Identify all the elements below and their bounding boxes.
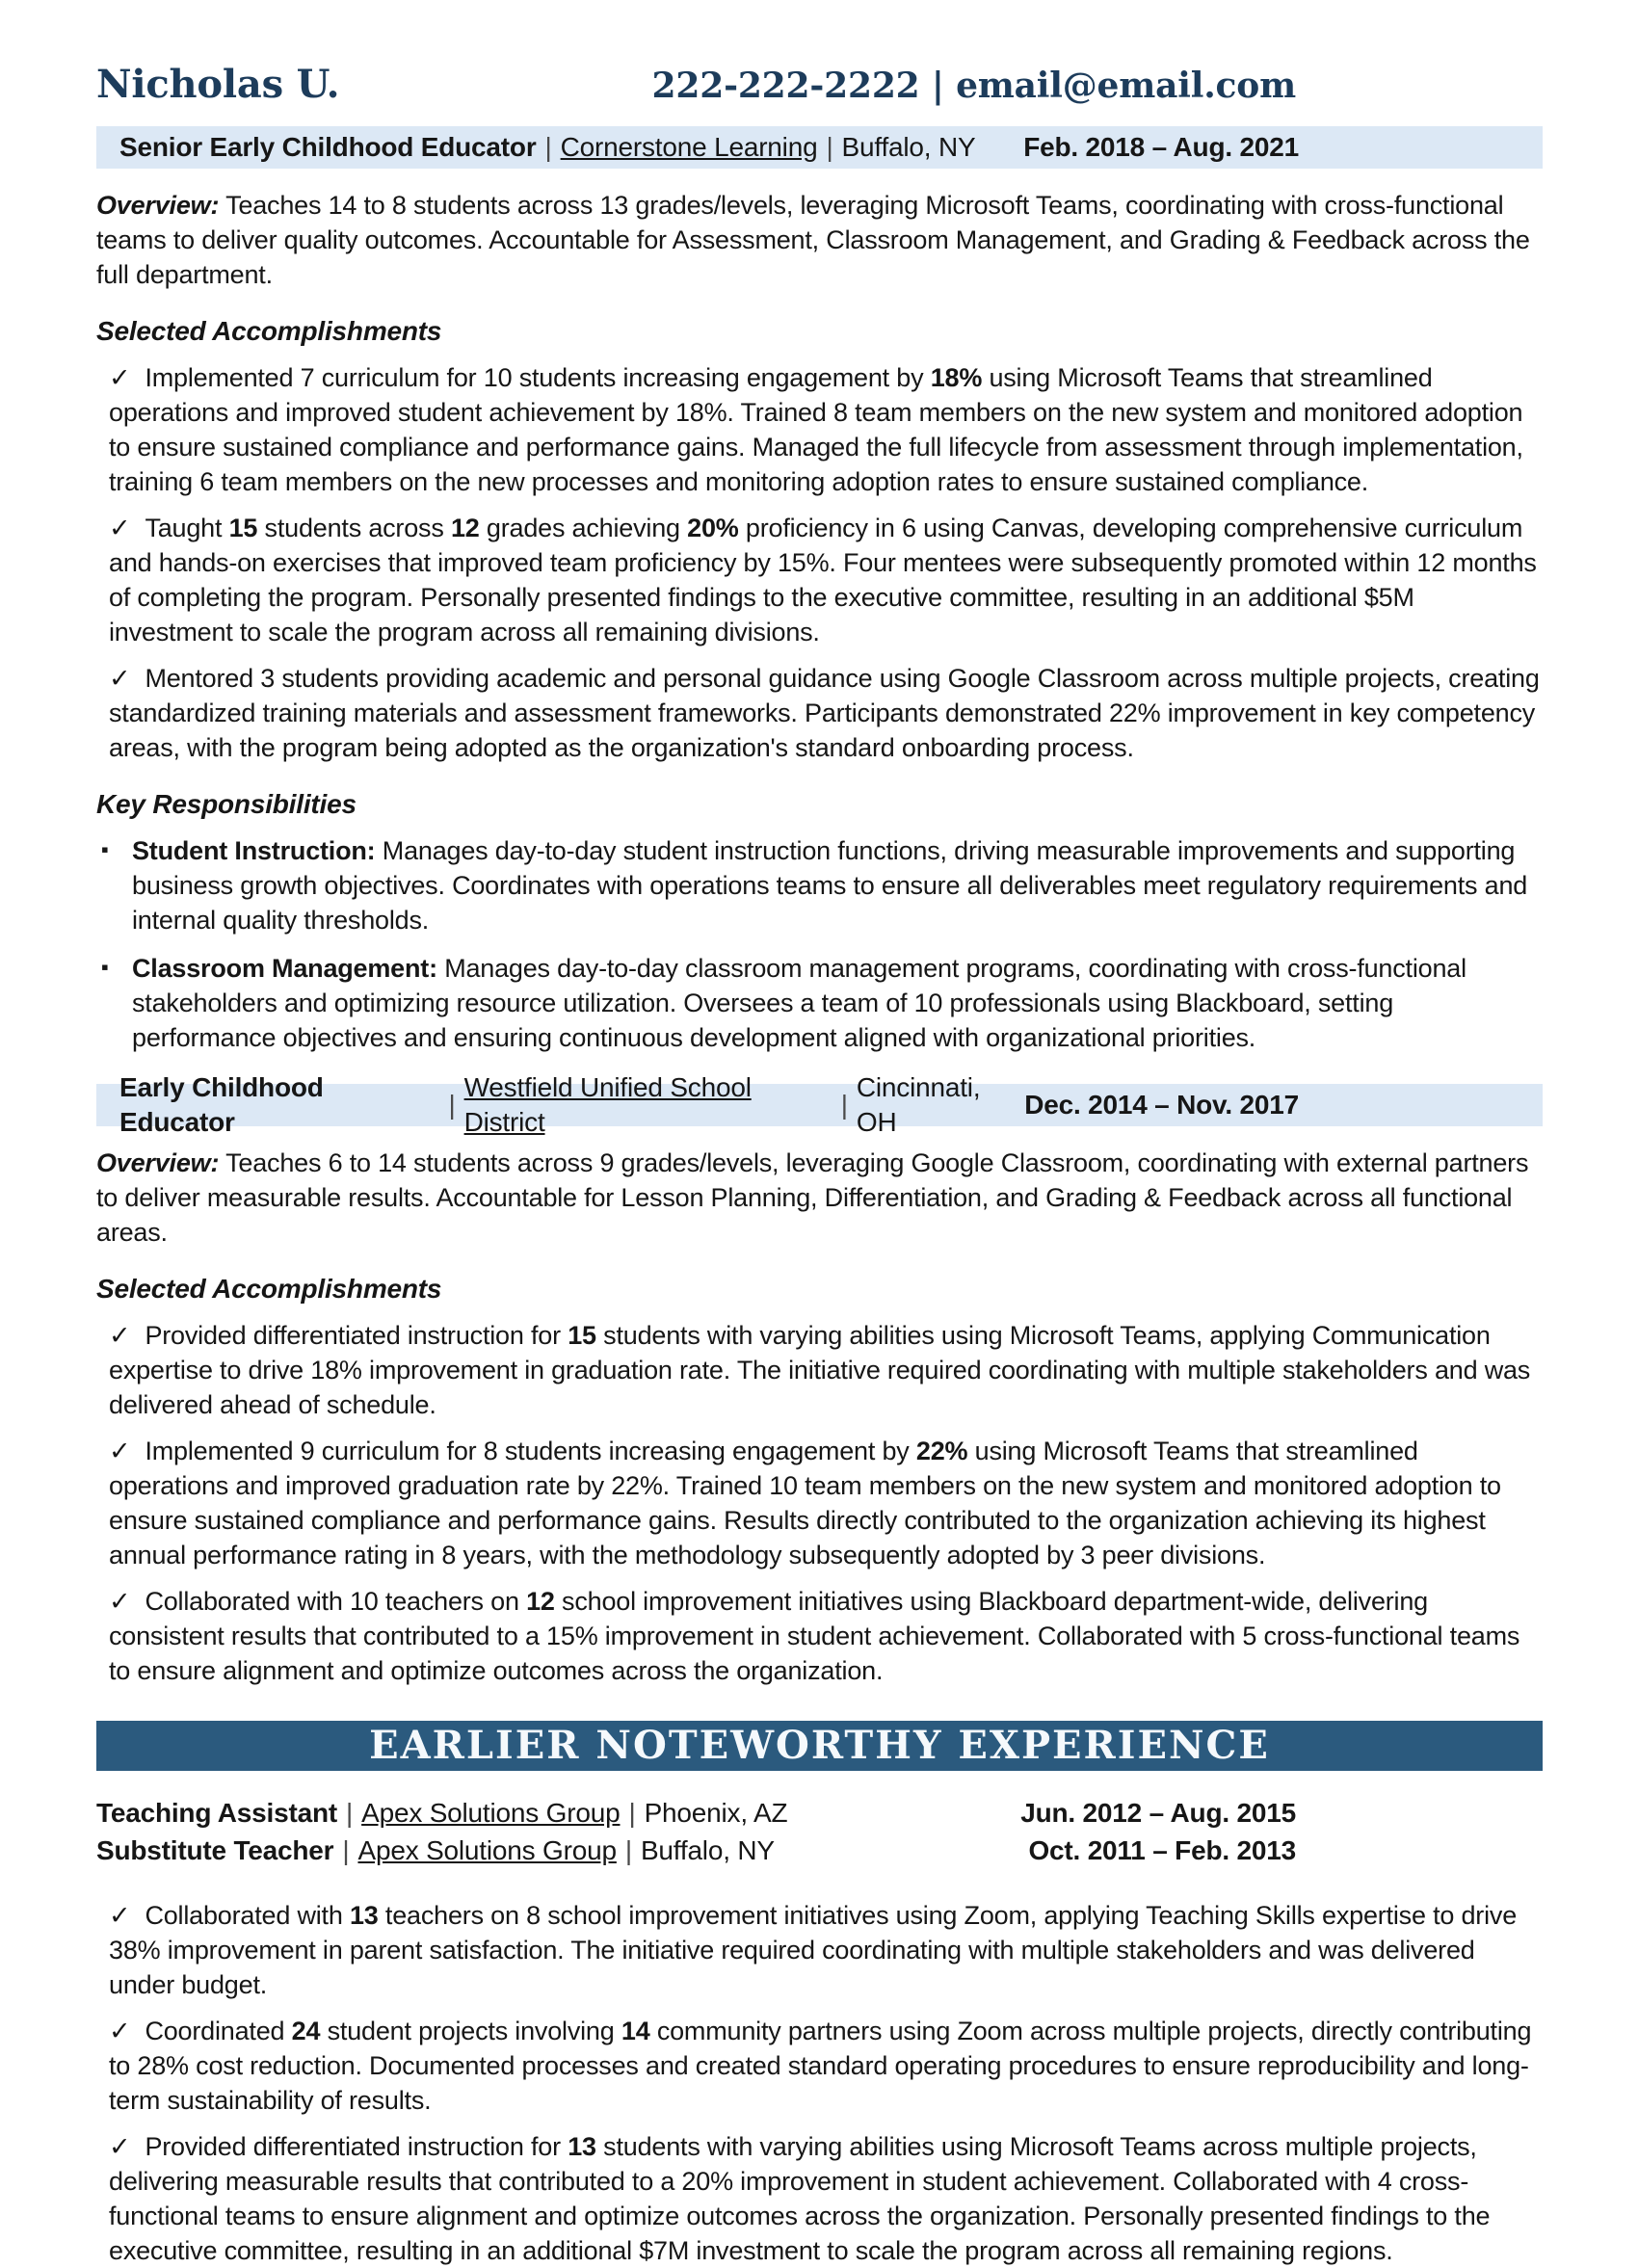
separator: | [448, 1090, 456, 1120]
job1-accomplishments-list [96, 360, 1543, 765]
earlier-experience-banner: EARLIER NOTEWORTHY EXPERIENCE [96, 1721, 1543, 1771]
earlier-experience-section [96, 1721, 1543, 2268]
job2-location: Cincinnati, OH [856, 1072, 981, 1137]
job1-responsibilities-heading: Key Responsibilities [96, 789, 357, 819]
accomplishment-text: Mentored 3 students providing academic and personal guidance using Google Classroom across multiple projects, creating standardized training materials and assessment frameworks. Participants demonstrated 22% improvement in key competency areas, with the program being adopted as the organization's standard onboarding process. [109, 664, 1540, 762]
job1-title-bar [96, 126, 1543, 169]
accomplishment-item [96, 1434, 1543, 1572]
separator: | [826, 132, 833, 162]
accomplishment-text: Collaborated with 10 teachers on 12 school improvement initiatives using Blackboard department-wide, delivering consistent results that contributed to a 15% improvement in student achievement. Collaborated with 5 cross-functional teams to ensure alignment and optimize outcomes across the organization. [109, 1587, 1520, 1685]
contact-info: 222-222-2222 | email@email.com [651, 66, 1296, 106]
check-icon: ✓ [109, 514, 131, 542]
job1-title: Senior Early Childhood Educator [119, 132, 537, 162]
accomplishment-text: Implemented 7 curriculum for 10 students increasing engagement by 18% using Microsoft Teams that streamlined operations and improved student achievement by 18%. Trained 8 team members on the new system and monitored adoption to ensure sustained compliance and performance gains. Managed the full lifecycle from assessment through implementation, training 6 team members on the new processes and monitoring adoption rates to ensure sustained compliance. [109, 363, 1523, 496]
accomplishment-item [96, 1318, 1543, 1422]
check-icon: ✓ [109, 1901, 131, 1930]
square-bullet-icon: ▪ [101, 837, 109, 861]
job1-dates: Feb. 2018 – Aug. 2021 [1023, 132, 1299, 162]
responsibility-item [96, 833, 1543, 937]
check-icon: ✓ [109, 1437, 131, 1465]
job1-overview-text: Teaches 14 to 8 students across 13 grades/levels, leveraging Microsoft Teams, coordinating with cross-functional teams to deliver quality outcomes. Accountable for Assessment, Classroom Management, and Grading & Feedback across the full department. [96, 191, 1530, 289]
job1-company-link[interactable]: Cornerstone Learning [560, 132, 818, 162]
check-icon: ✓ [109, 363, 131, 392]
accomplishment-item [96, 511, 1543, 649]
earlier-role-row [96, 1794, 1543, 1832]
candidate-name: Nicholas U. [96, 62, 340, 107]
separator: | [544, 132, 552, 162]
resume-header [96, 62, 1543, 107]
responsibility-item [96, 951, 1543, 1055]
earlier-role-row [96, 1832, 1543, 1869]
earlier-bullet-item [96, 2129, 1543, 2268]
earlier-bullet-text: Collaborated with 13 teachers on 8 school improvement initiatives using Zoom, applying Teaching Skills expertise to drive 38% improvement in parent satisfaction. The initiative required coordinating with multiple stakeholders and was delivered under budget. [109, 1901, 1518, 1999]
role-dates: Jun. 2012 – Aug. 2015 [1020, 1798, 1296, 1828]
earlier-bullet-item [96, 2014, 1543, 2118]
role-company-link[interactable]: Apex Solutions Group [357, 1835, 617, 1865]
check-icon: ✓ [109, 1587, 131, 1616]
separator: | [628, 1798, 636, 1828]
job2-title: Early Childhood Educator [119, 1072, 324, 1137]
accomplishment-text: Implemented 9 curriculum for 8 students increasing engagement by 22% using Microsoft Teams that streamlined operations and improved graduation rate by 22%. Trained 10 team members on the new system and monitored adoption to ensure sustained compliance and performance gains. Results directly contributed to the organization achieving its highest annual performance rating in 8 years, with the methodology subsequently adopted by 3 peer divisions. [109, 1437, 1501, 1569]
job-section-2 [96, 1072, 1543, 1688]
accomplishment-item [96, 360, 1543, 499]
overview-label: Overview: [96, 1148, 220, 1177]
separator: | [346, 1798, 354, 1828]
accomplishment-text: Taught 15 students across 12 grades achieving 20% proficiency in 6 using Canvas, developing comprehensive curriculum and hands-on exercises that improved team proficiency by 15%. Four mentees were subsequently promoted within 12 months of completing the program. Personally presented findings to the executive committee, resulting in an additional $5M investment to scale the program across all remaining divisions. [109, 514, 1537, 646]
earlier-bullets-list [96, 1898, 1543, 2268]
role-title: Substitute Teacher [96, 1835, 334, 1865]
separator: | [840, 1090, 848, 1120]
job1-accomplishments-heading: Selected Accomplishments [96, 316, 442, 346]
accomplishment-item [96, 661, 1543, 765]
job1-location: Buffalo, NY [841, 132, 976, 162]
job2-dates: Dec. 2014 – Nov. 2017 [1024, 1090, 1299, 1120]
earlier-bullet-text: Coordinated 24 student projects involving 14 community partners using Zoom across multiple projects, directly contributing to 28% cost reduction. Documented processes and created standard operating procedures to ensure reproducibility and long-term sustainability of results. [109, 2017, 1532, 2115]
role-dates: Oct. 2011 – Feb. 2013 [1028, 1835, 1296, 1865]
earlier-bullet-text: Provided differentiated instruction for 13 students with varying abilities using Microsoft Teams across multiple projects, delivering measurable results that contributed to a 20% improvement in student achievement. Collaborated with 4 cross-functional teams to ensure alignment and optimize outcomes across the organization. Personally presented findings to the executive committee, resulting in an additional $7M investment to scale the program across all remaining regions. [109, 2132, 1491, 2265]
job2-overview [96, 1146, 1543, 1250]
accomplishment-item [96, 1584, 1543, 1688]
role-location: Buffalo, NY [640, 1835, 775, 1865]
role-title: Teaching Assistant [96, 1798, 338, 1828]
separator: | [624, 1835, 632, 1865]
job-section-1 [96, 126, 1543, 1055]
square-bullet-icon: ▪ [101, 955, 109, 979]
check-icon: ✓ [109, 2017, 131, 2045]
job2-company-link[interactable]: Westfield Unified School District [463, 1072, 752, 1137]
job1-overview [96, 188, 1543, 292]
responsibility-label: Student Instruction: [132, 836, 376, 865]
role-location: Phoenix, AZ [644, 1798, 788, 1828]
accomplishment-text: Provided differentiated instruction for 15 students with varying abilities using Microsoft Teams, applying Communication expertise to drive 18% improvement in graduation rate. The initiative required coordinating with multiple stakeholders and was delivered ahead of schedule. [109, 1321, 1531, 1419]
check-icon: ✓ [109, 2132, 131, 2161]
role-company-link[interactable]: Apex Solutions Group [361, 1798, 621, 1828]
responsibility-text: Manages day-to-day classroom management programs, coordinating with cross-functional stakeholders and optimizing resource utilization. Oversees a team of 10 professionals using Blackboard, setting performance objectives and ensuring continuous development aligned with organizational priorities. [132, 954, 1466, 1052]
job2-accomplishments-list [96, 1318, 1543, 1688]
job2-accomplishments-heading: Selected Accomplishments [96, 1274, 442, 1304]
job2-overview-text: Teaches 6 to 14 students across 9 grades/levels, leveraging Google Classroom, coordinating with external partners to deliver measurable results. Accountable for Lesson Planning, Differentiation, and Grading & Feedback across all functional areas. [96, 1148, 1529, 1247]
check-icon: ✓ [109, 1321, 131, 1350]
responsibility-text: Manages day-to-day student instruction functions, driving measurable improvements and supporting business growth objectives. Coordinates with operations teams to ensure all deliverables meet regulatory requirements and internal quality thresholds. [132, 836, 1528, 935]
overview-label: Overview: [96, 191, 220, 220]
earlier-bullet-item [96, 1898, 1543, 2002]
check-icon: ✓ [109, 664, 131, 693]
job2-title-bar [96, 1072, 1543, 1137]
responsibility-label: Classroom Management: [132, 954, 437, 983]
job1-responsibilities-list [96, 833, 1543, 1055]
separator: | [342, 1835, 350, 1865]
